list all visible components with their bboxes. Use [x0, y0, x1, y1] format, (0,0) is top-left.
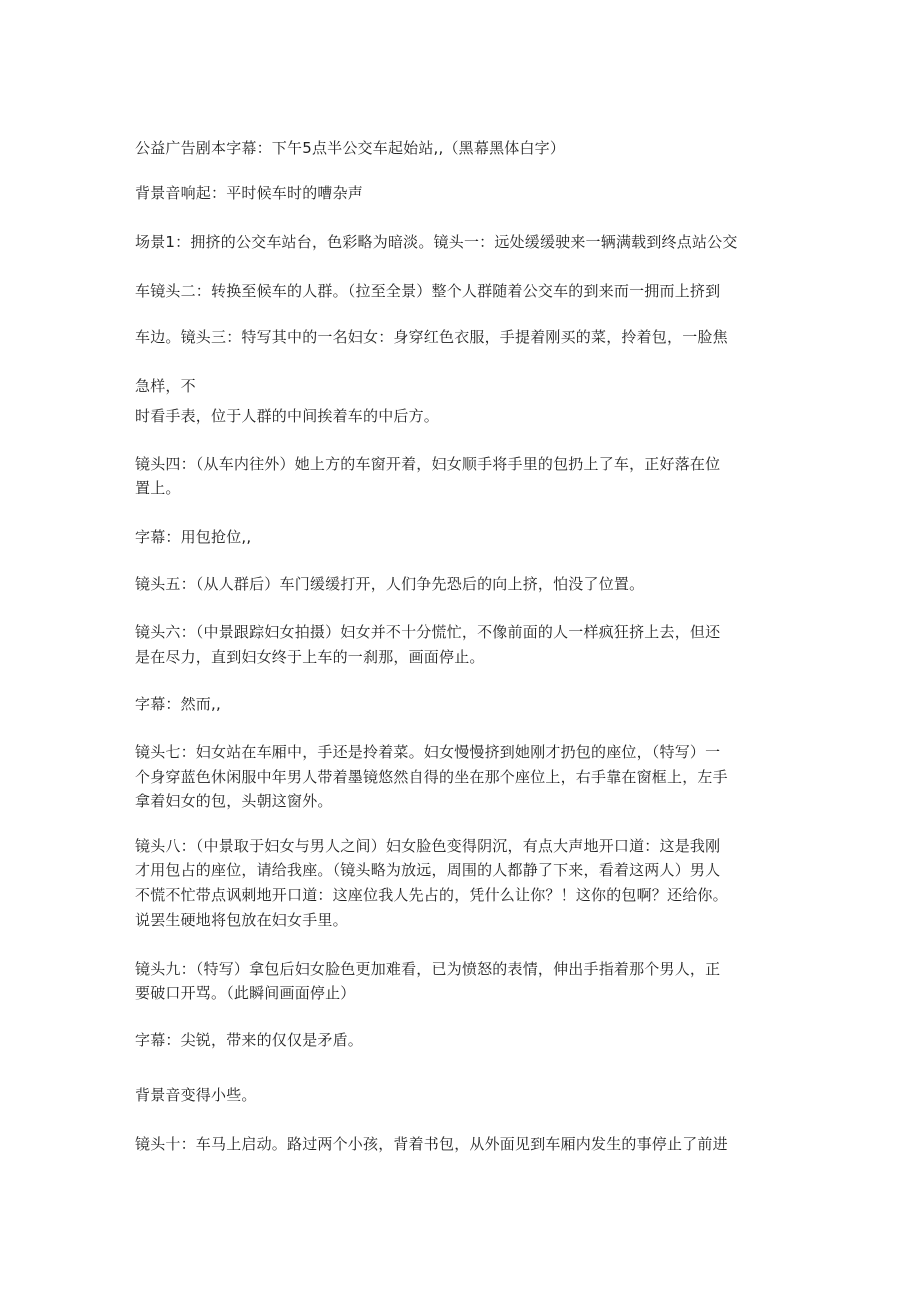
shot-7-line-2: 个身穿蓝色休闲服中年男人带着墨镜悠然自得的坐在那个座位上，右手靠在窗框上，左手 — [135, 768, 728, 786]
shot-8-line-3: 不慌不忙带点讽刺地开口道：这座位我人先占的，凭什么让你？！这你的包啊？还给你。 — [135, 886, 728, 904]
caption-grab-seat: 字幕：用包抢位,, — [135, 528, 252, 546]
scene-1-line-4: 急样，不 — [135, 377, 196, 395]
shot-10-line-1: 镜头十：车马上启动。路过两个小孩，背着书包，从外面见到车厢内发生的事停止了前进 — [135, 1135, 728, 1153]
shot-9-line-1: 镜头九：（特写）拿包后妇女脸色更加难看，已为愤怒的表情，伸出手指着那个男人，正 — [135, 960, 721, 978]
caption-sharp: 字幕：尖锐，带来的仅仅是矛盾。 — [135, 1031, 364, 1049]
shot-6-line-1: 镜头六：（中景跟踪妇女拍摄）妇女并不十分慌忙，不像前面的人一样疯狂挤上去，但还 — [135, 623, 721, 641]
background-sound-line: 背景音响起：平时候车时的嘈杂声 — [135, 184, 364, 202]
background-sound-lower: 背景音变得小些。 — [135, 1086, 257, 1104]
shot-7-line-3: 拿着妇女的包，头朝这窗外。 — [135, 792, 333, 810]
shot-5-line: 镜头五：（从人群后）车门缓缓打开，人们争先恐后的向上挤，怕没了位置。 — [135, 575, 645, 593]
shot-8-line-4: 说罢生硬地将包放在妇女手里。 — [135, 911, 348, 929]
shot-9-line-2: 要破口开骂。（此瞬间画面停止） — [135, 984, 356, 1002]
scene-1-line-1: 场景1：拥挤的公交车站台，色彩略为暗淡。镜头一：远处缓缓驶来一辆满载到终点站公交 — [135, 233, 738, 251]
shot-4-line-1: 镜头四：（从车内往外）她上方的车窗开着，妇女顺手将手里的包扔上了车，正好落在位 — [135, 455, 721, 473]
shot-8-line-1: 镜头八：（中景取于妇女与男人之间）妇女脸色变得阴沉，有点大声地开口道：这是我刚 — [135, 837, 721, 855]
shot-8-line-2: 才用包占的座位，请给我座。（镜头略为放远，周围的人都静了下来，看着这两人）男人 — [135, 861, 721, 879]
shot-7-line-1: 镜头七：妇女站在车厢中，手还是拎着菜。妇女慢慢挤到她刚才扔包的座位，（特写）一 — [135, 743, 721, 761]
shot-6-line-2: 是在尽力，直到妇女终于上车的一刹那，画面停止。 — [135, 648, 485, 666]
scene-1-line-5: 时看手表，位于人群的中间挨着车的中后方。 — [135, 407, 440, 425]
shot-4-line-2: 置上。 — [135, 479, 181, 497]
scene-1-line-2: 车镜头二：转换至候车的人群。（拉至全景）整个人群随着公交车的到来而一拥而上挤到 — [135, 282, 721, 300]
subtitle-line: 公益广告剧本字幕：下午5点半公交车起始站,,（黑幕黑体白字） — [135, 139, 566, 157]
caption-however: 字幕：然而,, — [135, 695, 221, 713]
scene-1-line-3: 车边。镜头三：特写其中的一名妇女：身穿红色衣服，手提着刚买的菜，拎着包，一脸焦 — [135, 328, 728, 346]
